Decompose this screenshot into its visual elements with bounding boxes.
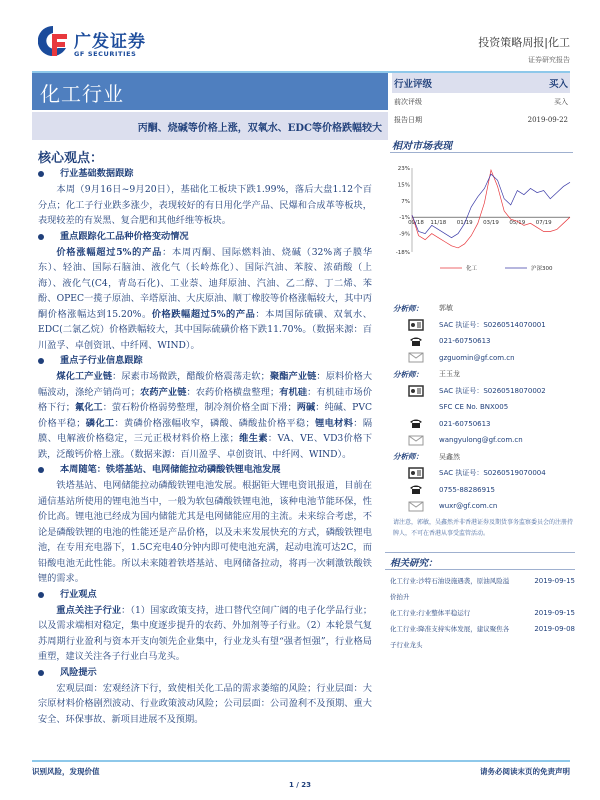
phone-icon	[393, 336, 439, 347]
section-heading: 行业基础数据跟踪	[38, 166, 372, 182]
related-divider-top	[385, 552, 575, 553]
text-run: ：原料价格大幅波动，涤纶产销尚可；	[38, 371, 373, 398]
analyst-note: 请注意，郭敏，吴鑫然并非香港证券及期货事务监察委员会的注册持牌人，不可在香港从事受监管活动。	[393, 518, 574, 537]
y-tick-label: -1%	[399, 215, 410, 222]
bold-term: 两碱	[296, 402, 316, 413]
related-report-title[interactable]: 化工行业:降准支持实体发展，建议聚焦各子行业龙头	[390, 625, 510, 649]
bold-term: 煤化工产业链	[56, 371, 113, 382]
bold-term: 维生素	[238, 433, 268, 444]
related-report[interactable]	[390, 573, 575, 605]
bold-term: 重点关注子行业	[56, 604, 122, 616]
analyst-cert-row	[393, 317, 578, 334]
email-icon	[393, 352, 439, 363]
relative-performance-chart	[390, 160, 575, 275]
analyst-sfc-cert: SFC CE No. BNX005	[439, 403, 509, 412]
analyst-cert: SAC 执证号：S0260518070002	[439, 386, 546, 395]
bold-term: 价格涨幅超过5%的产品	[56, 246, 163, 258]
paragraph	[38, 245, 372, 354]
series-line-0	[412, 170, 570, 248]
prev-rating-label: 前次评级	[394, 98, 422, 106]
bold-term: 磷化工	[85, 417, 115, 429]
analyst-list	[393, 300, 578, 539]
text-run: ：萤石粉价格弱势整理，制冷剂价格全面下滑；	[102, 402, 297, 413]
analyst-email-row	[393, 498, 578, 515]
related-report-date: 2019-09-08	[534, 625, 575, 633]
report-subtitle: 丙酮、烧碱等价格上涨，双氧水、EDC等价格跌幅较大	[32, 112, 388, 140]
text-run: ：本周丙酮、国际燃料油、烧碱（32%离子膜华东）、轻油、国际石脑油、液化气（长岭炼化）、国际汽油、苯胺、浓硝酸（上海）、液化气(C4，青岛石化)、工业萘、迪拜原油、汽油、乙二醇、丁二烯、苯酚、OPEC一揽子原油、辛塔原油、大庆原油、顺丁橡胶等价格涨幅较大，其中丙酮价格涨幅达到15.20%。	[38, 246, 373, 320]
section-heading: 重点子行业信息跟踪	[38, 353, 372, 369]
rating-table	[392, 73, 570, 129]
y-tick-label: 23%	[397, 166, 410, 172]
related-report[interactable]	[390, 621, 575, 653]
analyst-sfc-cert-row	[393, 399, 578, 416]
y-tick-label: -9%	[399, 231, 410, 238]
gf-logo-mark-icon	[38, 24, 68, 58]
related-research-list	[390, 573, 575, 653]
paragraph	[38, 603, 372, 665]
text-run: ：本周国际硫磺、双氧水、EDC(二氯乙烷）价格跌幅较大，其中国际硫磺价格下跌11.70%。（数据来源：百川盈孚、卓创资讯、中纤网、WIND）。	[38, 308, 372, 351]
analyst-email-row	[393, 350, 578, 367]
gf-securities-logo	[38, 24, 158, 64]
related-report-date: 2019-09-15	[534, 609, 575, 617]
core-views-body	[38, 166, 372, 727]
x-tick-label: 03/19	[483, 220, 499, 227]
phone-icon	[393, 484, 439, 495]
x-tick-label: 07/19	[535, 220, 552, 227]
text-run: ：黄磷价格涨幅收窄，磷酸、磷酸盐价格平稳；	[114, 417, 315, 429]
legend-label: 化工	[466, 266, 478, 272]
analyst-label: 分析师：	[393, 303, 423, 313]
report-type: 投资策略周报|化工	[478, 36, 570, 49]
x-tick-label: 05/19	[509, 220, 526, 227]
email-icon	[393, 501, 439, 512]
text-run: ：VA、VE、VD3价格下跌，泛酸钙价格上涨。（数据来源：百川盈孚、卓创资讯、中纤网、WIND）。	[38, 433, 373, 460]
bold-term: 价格跌幅超过5%的产品	[151, 308, 256, 320]
analyst-header	[393, 366, 578, 383]
analyst-phone: 021-60750613	[439, 419, 491, 428]
industry-title: 化工行业	[32, 73, 388, 110]
bold-term: 聚酯产业链	[269, 371, 317, 382]
related-report-date: 2019-09-15	[534, 577, 575, 585]
report-date-label: 报告日期	[394, 116, 422, 124]
analyst-phone-row	[393, 333, 578, 350]
prev-rating-value: 买入	[554, 98, 568, 106]
brand-name-cn: 广发证券	[74, 32, 146, 52]
section-heading: 本周随笔：铁塔基站、电网储能拉动磷酸铁锂电池发展	[38, 462, 372, 478]
analyst-cert-row	[393, 465, 578, 482]
analyst-cert: SAC 执证号：S0260514070001	[439, 320, 546, 329]
chart-title-divider	[390, 152, 573, 153]
text-run: 宏观层面：宏观经济下行，致使相关化工品的需求萎缩的风险；行业层面：大宗原材料价格剧烈波动、行业政策波动风险；公司层面：公司盈利不及预期、重大安全、环保事故、新项目进展不及预期。	[38, 682, 372, 725]
legend-label: 沪深300	[531, 266, 553, 272]
rating-label: 行业评级	[394, 79, 433, 90]
text-run: ：有机硅市场价格下行；	[38, 386, 373, 413]
analyst-phone-row	[393, 416, 578, 433]
prev-rating-row	[392, 93, 570, 111]
related-research-heading: 相关研究：	[390, 558, 438, 569]
analyst-phone-row	[393, 482, 578, 499]
analyst-email[interactable]: gzguomin@gf.com.cn	[439, 353, 515, 362]
analyst-email-row	[393, 432, 578, 449]
analyst-email[interactable]: wangyulong@gf.com.cn	[439, 436, 523, 445]
x-tick-label: 01/19	[456, 220, 473, 227]
brand-name-en: GF SECURITIES	[74, 50, 137, 58]
y-tick-label: 15%	[397, 182, 410, 189]
rating-row	[392, 73, 570, 93]
related-report-title[interactable]: 化工行业:行业整体平稳运行	[390, 609, 471, 617]
bold-term: 农药产业链	[140, 386, 187, 398]
section-heading: 风险提示	[38, 665, 372, 681]
y-tick-label: -18%	[395, 250, 410, 256]
series-line-1	[412, 174, 570, 238]
paragraph	[38, 681, 372, 728]
analyst-cert: SAC 执证号：S0260519070004	[439, 469, 546, 478]
text-run: ：（1）国家政策支持，进口替代空间广阔的电子化学品行业；以及需求端相对稳定，集中度逐步提升的农药、外加剂等子行业。（2）本轮景气复苏周期行业盈利与资本开支向领先企业集中，行业龙头有望“强者恒强”，行业格局重塑，建议关注各子行业白马龙头。	[38, 604, 373, 662]
analyst-phone: 021-60750613	[439, 337, 491, 346]
page-number: 1 / 23	[288, 781, 312, 789]
analyst-label: 分析师：	[393, 369, 423, 379]
footer-slogan: 识别风险，发现价值	[32, 767, 100, 776]
core-views-heading: 核心观点：	[38, 151, 104, 166]
analyst-name: 吴鑫然	[439, 452, 460, 461]
section-heading: 重点跟踪化工品种价格变动情况	[38, 229, 372, 245]
analyst-phone: 0755-88286915	[439, 485, 495, 494]
text-run: 铁塔基站、电网储能拉动磷酸铁锂电池发展。根据钜大锂电资讯报道，目前在通信基站所使用的锂电池当中，一般为软包磷酸铁锂电池，该种电池节能环保，性价比高。锂电池已经成为国内储能尤其是电网储能应用的主流。未来综合考虑，不论是磷酸铁锂的电池的性能还是产品价格，以及未来发展快充的方式，磷酸铁锂电池，在专用充电器下，1.5C充电40分钟内即可使电池充满，起动电流可达2C，而铅酸电池无此性能。所以未来随着铁塔基站、电网储备拉动，将再一次刺激铁酸铁锂的需求。	[38, 480, 372, 584]
section-heading: 行业观点	[38, 587, 372, 603]
text-run: ：隔膜、电解液价格稳定，三元正极材料价格上涨；	[38, 417, 373, 444]
footer-divider	[32, 760, 570, 762]
text-run: ：农药价格横盘整理；	[186, 386, 280, 398]
x-tick-label: 09/18	[408, 220, 424, 227]
report-category: 证券研究报告	[528, 56, 570, 64]
footer-disclaimer[interactable]: 请务必阅读末页的免责声明	[480, 767, 570, 776]
rating-value: 买入	[548, 79, 568, 90]
email-icon	[393, 435, 439, 446]
related-divider-bottom	[385, 569, 575, 570]
certificate-icon	[393, 385, 439, 397]
analyst-header	[393, 300, 578, 317]
certificate-icon	[393, 467, 439, 479]
paragraph	[38, 478, 372, 587]
chart-title: 相对市场表现	[392, 141, 452, 152]
text-run: ：尿素市场微跌，醋酸价格震荡走软；	[112, 371, 270, 382]
analyst-name: 郭敏	[439, 304, 453, 313]
analyst-header	[393, 449, 578, 466]
analyst-name: 王玉龙	[439, 370, 460, 379]
subtitle-divider	[40, 111, 382, 112]
related-report[interactable]	[390, 605, 575, 621]
report-date-value: 2019-09-22	[527, 116, 568, 124]
bold-term: 锂电材料	[314, 417, 354, 429]
text-run: 本周（9月16日~9月20日），基础化工板块下跌1.99%，落后大盘1.12个百分点；化工子行业跌多涨少，表现较好的有日用化学产品、民爆和合成革等板块，表现较差的有炭黑、复合肥和其他纤维等板块。	[38, 184, 372, 226]
bold-term: 有机硅	[279, 386, 308, 398]
analyst-cert-row	[393, 383, 578, 400]
x-tick-label: 11/18	[430, 220, 447, 227]
related-report-title[interactable]: 化工行业:沙特石油设施遇袭，原油风险溢价抬升	[390, 577, 510, 601]
report-date-row	[392, 111, 570, 129]
text-run: ：纯碱、PVC价格平稳；	[38, 402, 373, 429]
paragraph	[38, 369, 372, 462]
bold-term: 氟化工	[74, 402, 103, 413]
analyst-label: 分析师：	[393, 452, 423, 462]
paragraph	[38, 182, 372, 229]
y-tick-label: 7%	[401, 198, 410, 205]
certificate-icon	[393, 319, 439, 331]
phone-icon	[393, 418, 439, 429]
analyst-email[interactable]: wuxr@gf.com.cn	[439, 502, 498, 511]
